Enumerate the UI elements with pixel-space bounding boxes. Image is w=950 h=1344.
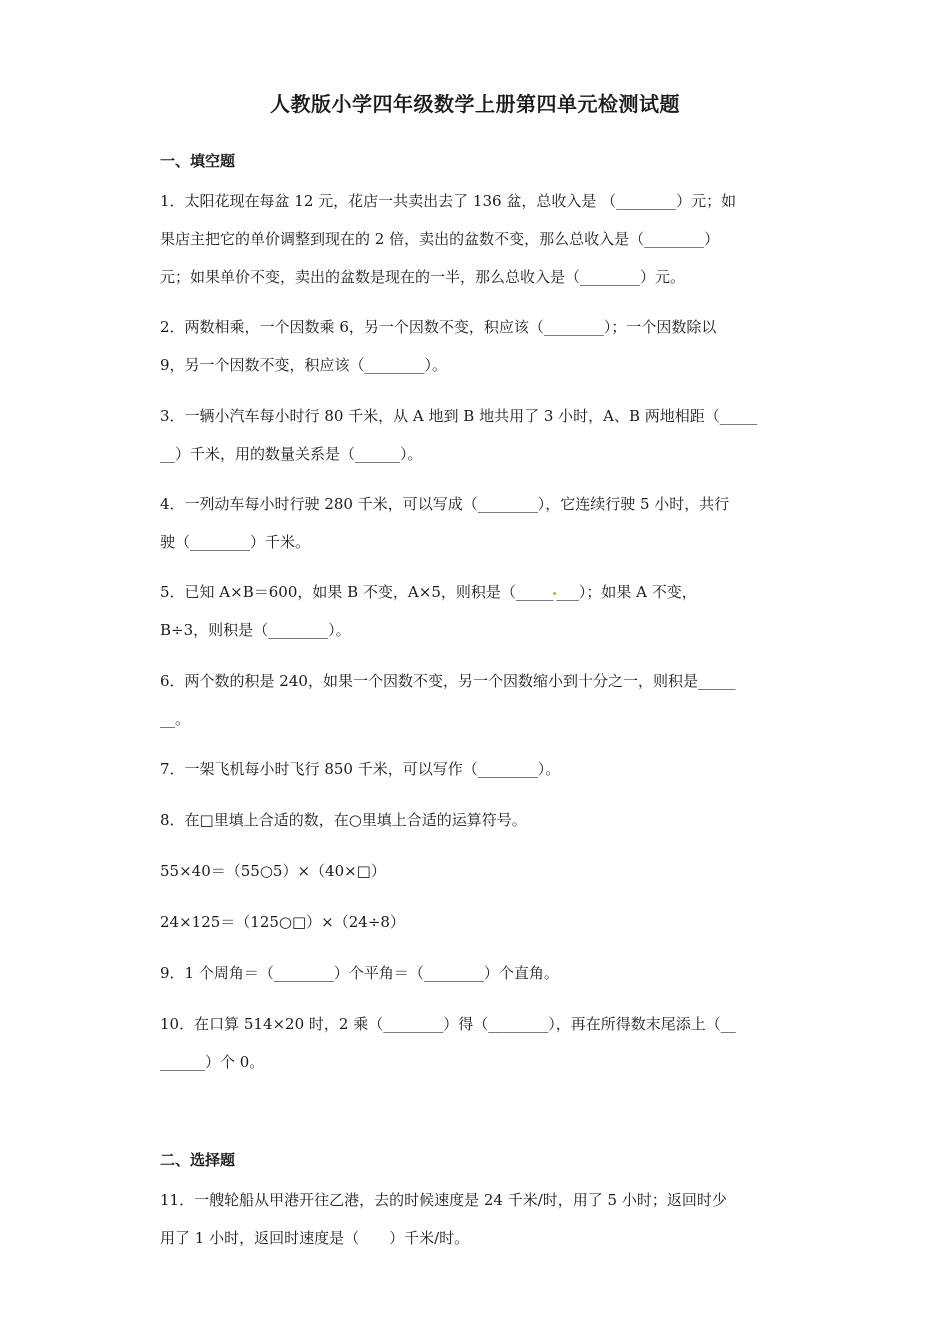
question-3 [160,397,790,473]
question-4 [160,485,790,561]
question-10-line-2: ______）个 0。 [160,1053,265,1071]
question-9-line-1: 9．1 个周角＝（________）个平角＝（________）个直角。 [160,964,559,982]
question-6-line-2: __。 [160,710,191,728]
question-9 [160,954,790,992]
question-1-line-2: 果店主把它的单价调整到现在的 2 倍，卖出的盆数不变，那么总收入是（________） [160,230,720,248]
question-5-line-1-part-b: ___）；如果 A 不变， [556,583,697,601]
question-4-line-2: 驶（________）千米。 [160,533,311,551]
section-heading-fill-in: 一、填空题 [160,152,236,170]
question-1-line-3: 元；如果单价不变，卖出的盆数是现在的一半，那么总收入是（________）元。 [160,268,686,286]
question-3-line-1: 3．一辆小汽车每小时行 80 千米，从 A 地到 B 地共用了 3 小时，A、B 两地相距（_____ [160,407,758,425]
question-11-line-2: 用了 1 小时，返回时速度是（ ）千米/时。 [160,1229,470,1247]
question-8-equation-2 [160,903,790,941]
question-2-line-1: 2．两数相乘，一个因数乘 6，另一个因数不变，积应该（________）；一个因数除以 [160,318,717,336]
question-10 [160,1005,790,1081]
question-8-equation-1 [160,852,790,890]
question-5-line-1 [160,573,790,611]
question-8 [160,801,790,839]
question-8-line-1: 8．在□里填上合适的数，在○里填上合适的运算符号。 [160,811,527,829]
question-1 [160,182,790,296]
question-7 [160,750,790,788]
equation-2: 24×125＝（125○□）×（24÷8） [160,913,405,931]
question-5-line-1-part-a: 5．已知 A×B＝600，如果 B 不变，A×5，则积是（_____ [160,583,554,601]
question-11-line-1: 11．一艘轮船从甲港开往乙港，去的时候速度是 24 千米/时，用了 5 小时；返回时少 [160,1191,727,1209]
section-heading-multiple-choice: 二、选择题 [160,1151,236,1169]
question-10-line-1: 10．在口算 514×20 时，2 乘（________）得（________），再在所得数末尾添上（__ [160,1015,736,1033]
question-5 [160,573,790,649]
equation-1: 55×40＝（55○5）×（40×□） [160,862,386,880]
question-6 [160,662,790,738]
page-title: 人教版小学四年级数学上册第四单元检测试题 [270,92,680,116]
question-6-line-1: 6．两个数的积是 240，如果一个因数不变，另一个因数缩小到十分之一，则积是_____ [160,672,736,690]
question-2 [160,308,790,384]
question-7-line-1: 7．一架飞机每小时飞行 850 千米，可以写作（________）。 [160,760,561,778]
question-5-line-2: B÷3，则积是（________）。 [160,621,351,639]
question-1-line-1: 1．太阳花现在每盆 12 元，花店一共卖出去了 136 盆，总收入是 （________）元；如 [160,192,737,210]
question-2-line-2: 9，另一个因数不变，积应该（________）。 [160,356,448,374]
question-4-line-1: 4．一列动车每小时行驶 280 千米，可以写成（________），它连续行驶 5 小时，共行 [160,495,730,513]
question-3-line-2: __）千米，用的数量关系是（______）。 [160,445,423,463]
question-11 [160,1181,790,1257]
